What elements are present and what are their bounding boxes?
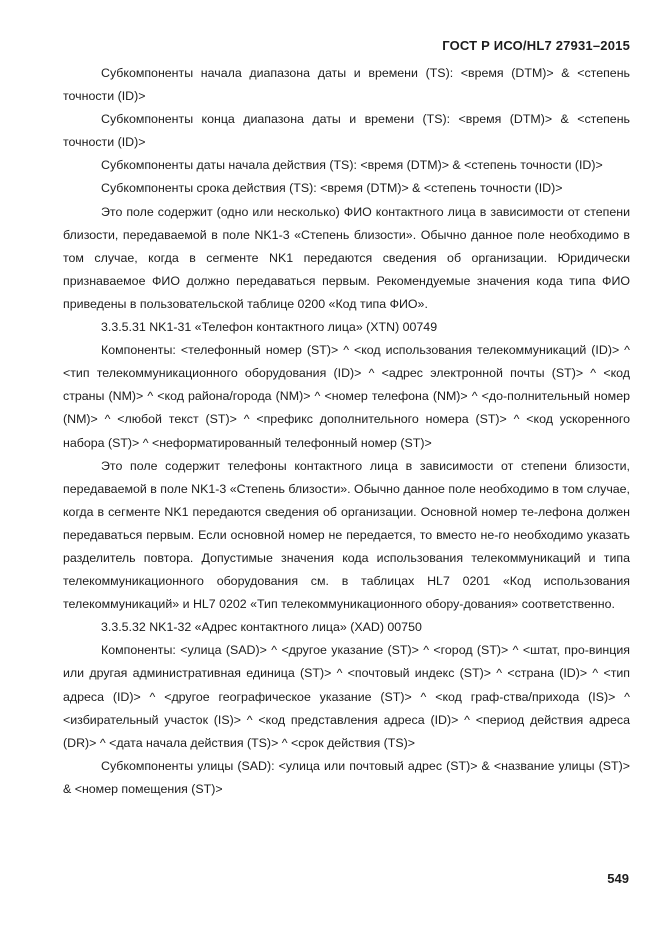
standard-header: ГОСТ Р ИСО/HL7 27931–2015	[442, 38, 630, 53]
paragraph-expiration-subcomponents: Субкомпоненты срока действия (TS): <время (DTM)> & <степень точности (ID)>	[101, 181, 563, 196]
section-heading-nk1-32: 3.3.5.32 NK1-32 «Адрес контактного лица» (XAD) 00750	[101, 620, 422, 635]
paragraph-phone-description: Это поле содержит телефоны контактного лица в зависимости от степени близости, передаваемой в поле NK1-3 «Степень близости». Обычно данное поле необходимо в том случае, когда в сегменте NK1 передаются сведения об организации. Основной номер те-лефона должен передаваться первым. Если основной номер не передается, то вместо не-го необходимо указать разделитель повтора. Допустимые значения кода использования телекоммуникаций и типа телекоммуникационного оборудования см. в таблицах HL7 0201 «Код использования телекоммуникаций» и HL7 0202 «Тип телекоммуникационного обору-дования» соответственно.	[63, 458, 630, 612]
paragraph-ts-end-subcomponents: Субкомпоненты конца диапазона даты и времени (TS): <время (DTM)> & <степень точности (ID)>	[63, 112, 630, 150]
page-number: 549	[607, 871, 629, 886]
section-heading-nk1-31: 3.3.5.31 NK1-31 «Телефон контактного лица» (XTN) 00749	[101, 320, 438, 335]
paragraph-xtn-components: Компоненты: <телефонный номер (ST)> ^ <код использования телекоммуникаций (ID)> ^ <тип телекоммуникационного оборудования (ID)> ^ <адрес электронной почты (ST)> ^ <код страны (NM)> ^ <код района/города (NM)> ^ <номер телефона (NM)> ^ <до-полнительный номер (NM)> ^ <любой текст (ST)> ^ <префикс дополнительного номера (ST)> ^ <код ускоренного набора (ST)> ^ <неформатированный телефонный номер (ST)>	[63, 343, 630, 450]
paragraph-ts-start-subcomponents: Субкомпоненты начала диапазона даты и времени (TS): <время (DTM)> & <степень точности (ID)>	[63, 66, 630, 104]
paragraph-xad-components: Компоненты: <улица (SAD)> ^ <другое указание (ST)> ^ <город (ST)> ^ <штат, про-винция или другая административная единица (ST)> ^ <почтовый индекс (ST)> ^ <страна (ID)> ^ <тип адреса (ID)> ^ <другое географическое указание (ST)> ^ <код граф-ства/прихода (IS)> ^ <избирательный участок (IS)> ^ <код представления адреса (ID)> ^ <период действия адреса (DR)> ^ <дата начала действия (TS)> ^ <срок действия (TS)>	[63, 643, 630, 750]
paragraph-effective-date-subcomponents: Субкомпоненты даты начала действия (TS): <время (DTM)> & <степень точности (ID)>	[101, 158, 603, 173]
paragraph-sad-subcomponents: Субкомпоненты улицы (SAD): <улица или почтовый адрес (ST)> & <название улицы (ST)> & <номер помещения (ST)>	[63, 758, 630, 796]
document-body	[63, 62, 630, 801]
paragraph-name-description: Это поле содержит (одно или несколько) ФИО контактного лица в зависимости от степени близости, передаваемой в поле NK1-3 «Степень близости». Обычно данное поле необходимо в том случае, когда в сегменте NK1 передаются сведения об организации. Юридически признаваемое ФИО должно передаваться первым. Рекомендуемые значения кода типа ФИО приведены в пользовательской таблице 0200 «Код типа ФИО».	[63, 204, 630, 311]
